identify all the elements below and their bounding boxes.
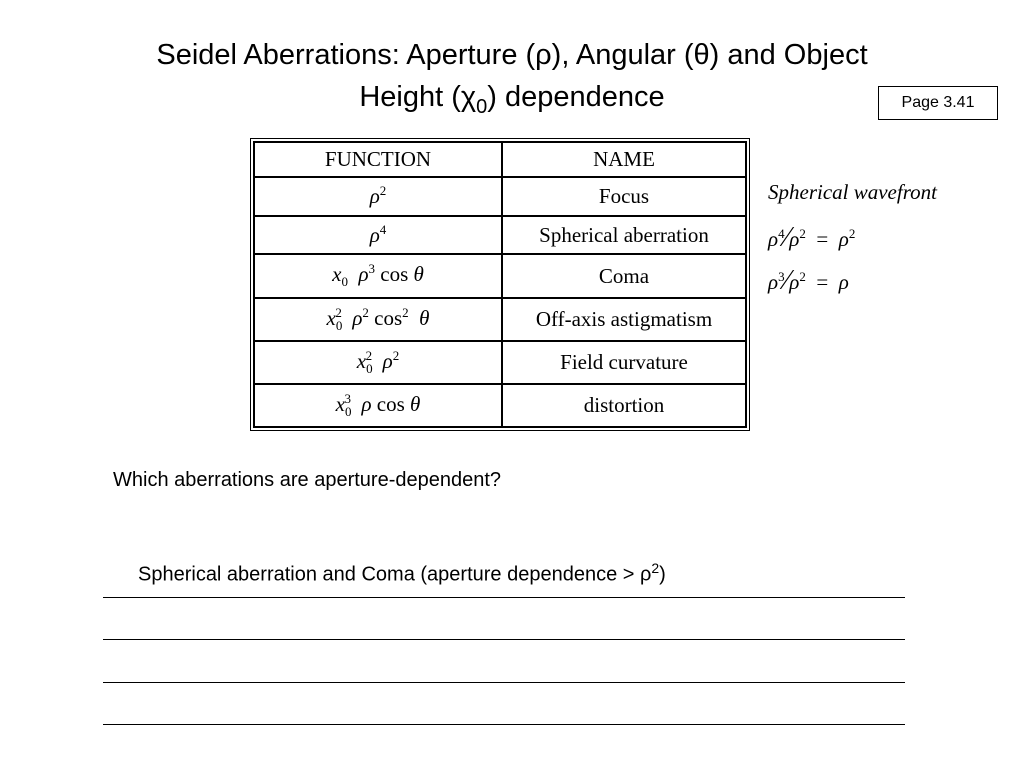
table-row (254, 177, 746, 216)
function-cell: $x_0^2$ $\rho^2$ $\cos^2 \theta$ (254, 298, 502, 341)
side-note-equation-2: $\rho^3⁄\rho^2 = \rho$ (768, 265, 849, 296)
answer-line (103, 682, 905, 683)
side-note-heading: Spherical wavefront (768, 180, 937, 204)
answer-line (103, 597, 905, 598)
question-text: Which aberrations are aperture-dependent? (113, 469, 502, 491)
name-cell: distortion (502, 384, 746, 427)
table-row (254, 384, 746, 427)
function-cell: $\rho^2$ (254, 177, 502, 216)
name-cell: Coma (502, 254, 746, 297)
table-row (254, 298, 746, 341)
table-row (254, 254, 746, 297)
function-cell: $x_0^2$ $\rho^2$ (254, 341, 502, 384)
name-cell: Spherical aberration (502, 216, 746, 255)
side-note-equation-1: $\rho^4⁄\rho^2 = \rho^2$ (768, 222, 856, 253)
answer-text: Spherical aberration and Coma (aperture dependence > $\rho^2$) (138, 560, 666, 586)
page-number-box: Page 3.41 (878, 86, 998, 120)
slide-title-line-1: Seidel Aberrations: Aperture (ρ), Angular (θ) and Object (156, 39, 868, 71)
function-cell: $x_0^3$ ρ cos θ (254, 384, 502, 427)
name-cell: Field curvature (502, 341, 746, 384)
name-cell: Off-axis astigmatism (502, 298, 746, 341)
header-name: NAME (502, 142, 746, 177)
function-cell: $\rho^4$ (254, 216, 502, 255)
function-cell: $x_0$ $\rho^3$ cos θ (254, 254, 502, 297)
table-row (254, 341, 746, 384)
table-header-row (254, 142, 746, 177)
answer-line (103, 639, 905, 640)
header-function: FUNCTION (254, 142, 502, 177)
aberration-table (253, 141, 747, 428)
table-row (254, 216, 746, 255)
name-cell: Focus (502, 177, 746, 216)
answer-line (103, 724, 905, 725)
slide-title-line-2: Height $(\chi_0)$ dependence (359, 81, 665, 118)
